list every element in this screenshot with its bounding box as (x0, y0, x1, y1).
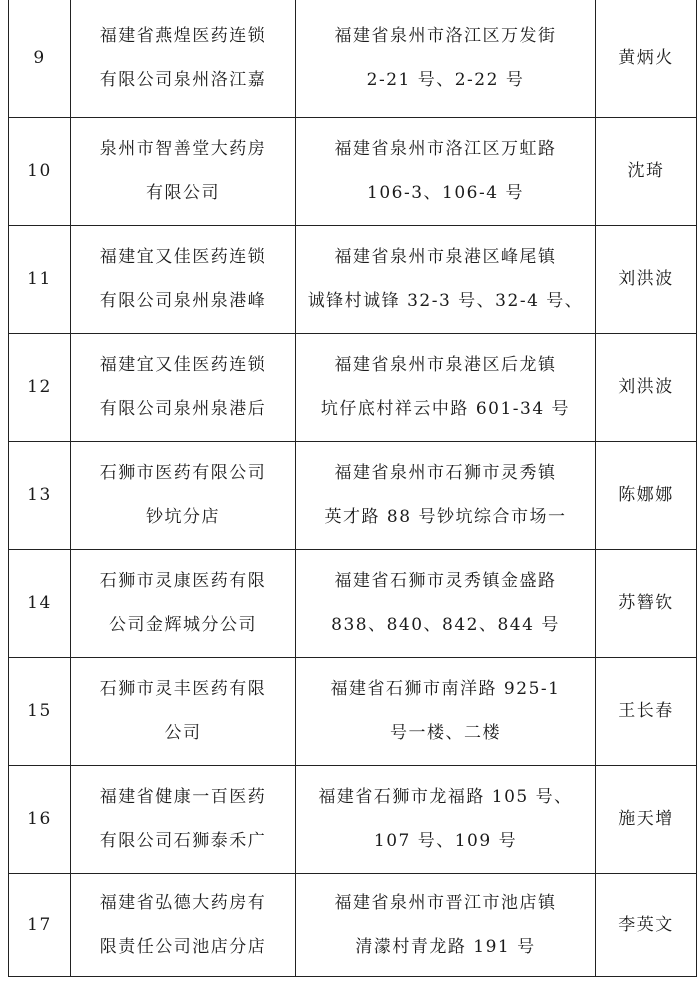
company-name-line: 石狮市医药有限公司 (99, 463, 267, 483)
company-name-line: 泉州市智善堂大药房 (99, 139, 267, 159)
company-name-line: 石狮市灵康医药有限 (99, 571, 267, 591)
person-in-charge: 苏簪钦 (596, 549, 697, 657)
person-in-charge: 沈琦 (596, 117, 697, 225)
row-number: 16 (9, 765, 71, 873)
row-number: 15 (9, 657, 71, 765)
address-cell (296, 873, 596, 976)
company-name-line: 福建省健康一百医药 (99, 787, 267, 807)
table-row (9, 117, 697, 225)
person-in-charge: 黄炳火 (596, 0, 697, 117)
table-row (9, 225, 697, 333)
person-in-charge: 王长春 (596, 657, 697, 765)
address-line: 坑仔底村祥云中路 601-34 号 (320, 399, 571, 419)
address-line: 号一楼、二楼 (390, 723, 501, 743)
company-name-line: 有限公司泉州泉港峰 (99, 291, 267, 311)
row-number: 12 (9, 333, 71, 441)
company-name-cell (71, 873, 296, 976)
company-name-cell (71, 117, 296, 225)
address-line: 福建省石狮市龙福路 105 号、 (318, 787, 573, 807)
address-line: 清濛村青龙路 191 号 (355, 936, 536, 957)
row-number: 13 (9, 441, 71, 549)
address-line: 107 号、109 号 (373, 831, 518, 851)
address-cell (296, 117, 596, 225)
address-line: 诚锋村诚锋 32-3 号、32-4 号、 (307, 291, 584, 311)
table-row (9, 441, 697, 549)
company-name-line: 福建省弘德大药房有 (99, 892, 267, 913)
address-line: 福建省泉州市洛江区万发街 (334, 26, 557, 47)
address-cell (296, 441, 596, 549)
address-cell (296, 225, 596, 333)
table-row (9, 873, 697, 976)
address-cell (296, 0, 596, 117)
table-row (9, 333, 697, 441)
person-in-charge: 施天增 (596, 765, 697, 873)
address-cell (296, 549, 596, 657)
table-row (9, 549, 697, 657)
address-line: 福建省石狮市灵秀镇金盛路 (334, 571, 557, 591)
row-number: 10 (9, 117, 71, 225)
address-line: 英才路 88 号钞坑综合市场一 (324, 507, 567, 527)
row-number: 17 (9, 873, 71, 976)
address-cell (296, 333, 596, 441)
row-number: 11 (9, 225, 71, 333)
company-name-line: 有限公司泉州洛江嘉 (99, 70, 267, 91)
company-name-line: 钞坑分店 (146, 507, 220, 527)
address-cell (296, 657, 596, 765)
address-line: 福建省石狮市南洋路 925-1 (330, 679, 561, 699)
address-line: 838、840、842、844 号 (331, 615, 560, 635)
address-line: 106-3、106-4 号 (367, 183, 524, 203)
company-name-line: 公司金辉城分公司 (109, 615, 257, 635)
person-in-charge: 陈娜娜 (596, 441, 697, 549)
company-name-cell (71, 0, 296, 117)
company-name-cell (71, 441, 296, 549)
address-line: 2-21 号、2-22 号 (366, 70, 525, 91)
person-in-charge: 李英文 (596, 873, 697, 976)
address-cell (296, 765, 596, 873)
company-name-cell (71, 657, 296, 765)
address-line: 福建省泉州市洛江区万虹路 (334, 139, 557, 159)
company-name-line: 福建省燕煌医药连锁 (99, 26, 267, 47)
person-in-charge: 刘洪波 (596, 333, 697, 441)
table-row (9, 0, 697, 117)
company-name-cell (71, 225, 296, 333)
company-name-line: 有限公司 (146, 183, 220, 203)
company-name-line: 福建宜又佳医药连锁 (99, 355, 267, 375)
company-name-cell (71, 549, 296, 657)
company-name-cell (71, 765, 296, 873)
company-name-line: 有限公司石狮泰禾广 (99, 831, 267, 851)
address-line: 福建省泉州市石狮市灵秀镇 (334, 463, 557, 483)
company-name-line: 公司 (164, 723, 202, 743)
company-name-cell (71, 333, 296, 441)
company-name-line: 福建宜又佳医药连锁 (99, 247, 267, 267)
table-row (9, 765, 697, 873)
address-line: 福建省泉州市晋江市池店镇 (334, 892, 557, 913)
company-name-line: 限责任公司池店分店 (99, 936, 267, 957)
address-line: 福建省泉州市泉港区后龙镇 (334, 355, 557, 375)
row-number: 14 (9, 549, 71, 657)
person-in-charge: 刘洪波 (596, 225, 697, 333)
pharmacy-table (8, 0, 697, 977)
address-line: 福建省泉州市泉港区峰尾镇 (334, 247, 557, 267)
company-name-line: 有限公司泉州泉港后 (99, 399, 267, 419)
table-row (9, 657, 697, 765)
table-body (9, 0, 697, 976)
company-name-line: 石狮市灵丰医药有限 (99, 679, 267, 699)
row-number: 9 (9, 0, 71, 117)
